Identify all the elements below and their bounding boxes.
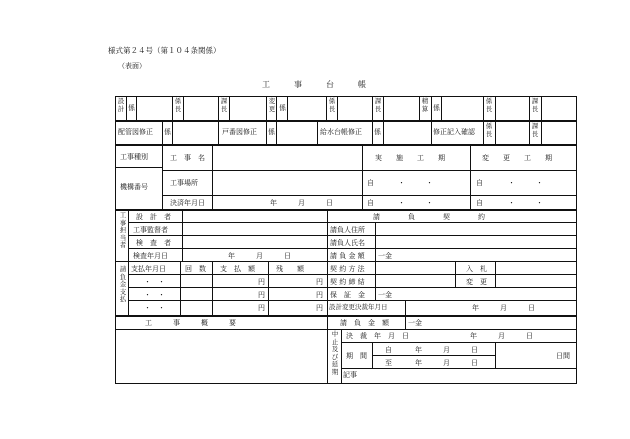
sekkei-henko-date: 年 月 日 [472,304,535,312]
kyusui-kakari: 係 [374,128,381,136]
approval-kakari-1: 係 [128,104,135,112]
tobansho-label: 戸番図修正 [222,128,257,136]
henko-ji-2: 自 [476,199,483,207]
kinyu-kakaricho: 係長 [485,122,493,138]
pay-head-remain: 残 額 [276,265,304,273]
approval-kakari-3: 係 [433,104,440,112]
kiji-label: 記事 [343,371,357,379]
tobansho-kakari: 係 [268,128,275,136]
kikan-ji-date: 年 月 日 [415,346,478,354]
nichikan: 日間 [556,352,570,360]
keiyaku-teiketsu: 契 約 締 結 [330,278,365,286]
pay-head-date: 支払年月日 [131,265,166,273]
kikan-label: 期 間 [346,352,367,360]
side-label: （表面） [118,62,146,70]
keiyaku-hoho: 契 約 方 法 [330,265,365,273]
jisshi-dots-2: ・ ・ [398,199,433,207]
kinyu-kacho: 課長 [531,122,539,138]
gaiyo-head: 工 事 概 要 [145,319,236,327]
kikan-itaru-date: 年 月 日 [415,359,478,367]
kessai-date: 年 月 日 [270,199,333,207]
chushi-kessai-date: 年 月 日 [470,332,533,340]
jisshi-dots-1: ・ ・ [398,179,433,187]
pay-yen-2b: 円 [316,291,323,299]
kensa-date-value: 年 月 日 [228,252,291,260]
hoshokin: 保 証 金 [330,291,365,299]
kikan-ji: 自 [385,346,392,354]
keiyaku-head: 請 負 契 約 [373,213,485,221]
approval-kakari-2: 係 [279,104,286,112]
kyusui-label: 給水台帳修正 [320,128,362,136]
ukeoi-jusho: 請負人住所 [330,226,365,234]
kikan-itaru: 至 [385,359,392,367]
kiko-bango-label: 機構番号 [120,183,148,191]
hoshokin-ichikin: 一金 [378,291,392,299]
ukeoi-shimei: 請負人氏名 [330,239,365,247]
henko-ji-1: 自 [476,179,483,187]
approval-sekkei: 設計 [117,97,125,113]
henko-dots-2: ・ ・ [508,199,543,207]
row-kantoku: 工事監督者 [133,226,168,234]
tantosha-label: 工事担当者 [119,211,127,249]
approval-kacho-1: 課長 [220,97,228,113]
page-title: 工 事 台 帳 [262,80,366,89]
row-kensasha: 検 査 者 [136,239,171,247]
pay-yen-2a: 円 [258,291,265,299]
pay-date-2: ・ ・ [144,291,165,299]
pay-head-count: 回 数 [185,265,206,273]
pay-yen-3b: 円 [316,304,323,312]
pay-date-1: ・ ・ [144,278,165,286]
pay-head-amount: 支 払 額 [220,265,255,273]
haikan-label: 配管図修正 [118,128,153,136]
jisshi-koki-label: 実 施 工 期 [375,154,445,162]
koji-mei-label: 工 事 名 [170,154,205,162]
ukeoi-ichikin: 一金 [378,252,392,260]
approval-kakaricho-3: 係長 [485,97,493,113]
ukeoi-kingaku: 請 負 金 額 [330,252,365,260]
pay-date-3: ・ ・ [144,304,165,312]
pay-yen-1a: 円 [258,278,265,286]
approval-kacho-2: 課長 [374,97,382,113]
form-number: 様式第２４号（第１０４条関係） [108,46,221,55]
henko-dots-1: ・ ・ [508,179,543,187]
jisshi-ji-1: 自 [367,179,374,187]
nyusatsu: 入 札 [466,265,487,273]
approval-kakaricho-1: 係長 [174,97,182,113]
approval-kacho-3: 課長 [531,97,539,113]
row-sekkeisha: 設 計 者 [136,213,171,221]
approval-seisan: 精算 [421,97,429,113]
approval-row [115,96,577,121]
ukeoi-shiharai-label: 請負金支払 [119,265,127,303]
haikan-kakari: 係 [164,128,171,136]
approval-henko: 変更 [268,97,276,113]
chushi-label: 中止及び延期 [331,330,339,376]
sekkei-henko-date-label: 設計変更決裁年月日 [329,303,388,311]
chushi-kessai: 決 裁 年 月 日 [346,332,409,340]
approval-kakaricho-2: 係長 [328,97,336,113]
row-kensa-date: 検査年月日 [133,252,168,260]
koji-basho-label: 工事場所 [170,179,198,187]
pay-yen-1b: 円 [316,278,323,286]
bottom-ichikin: 一金 [408,319,422,327]
kinyu-label: 修正記入確認 [433,128,475,136]
koji-shubetsu-label: 工事種別 [120,153,148,161]
kessai-label: 決済年月日 [170,199,205,207]
henko-koki-label: 変 更 工 期 [482,154,552,162]
pay-yen-3a: 円 [258,304,265,312]
bottom-ukeoi-kingaku: 請 負 金 額 [340,319,389,327]
henko: 変 更 [466,278,487,286]
jisshi-ji-2: 自 [367,199,374,207]
